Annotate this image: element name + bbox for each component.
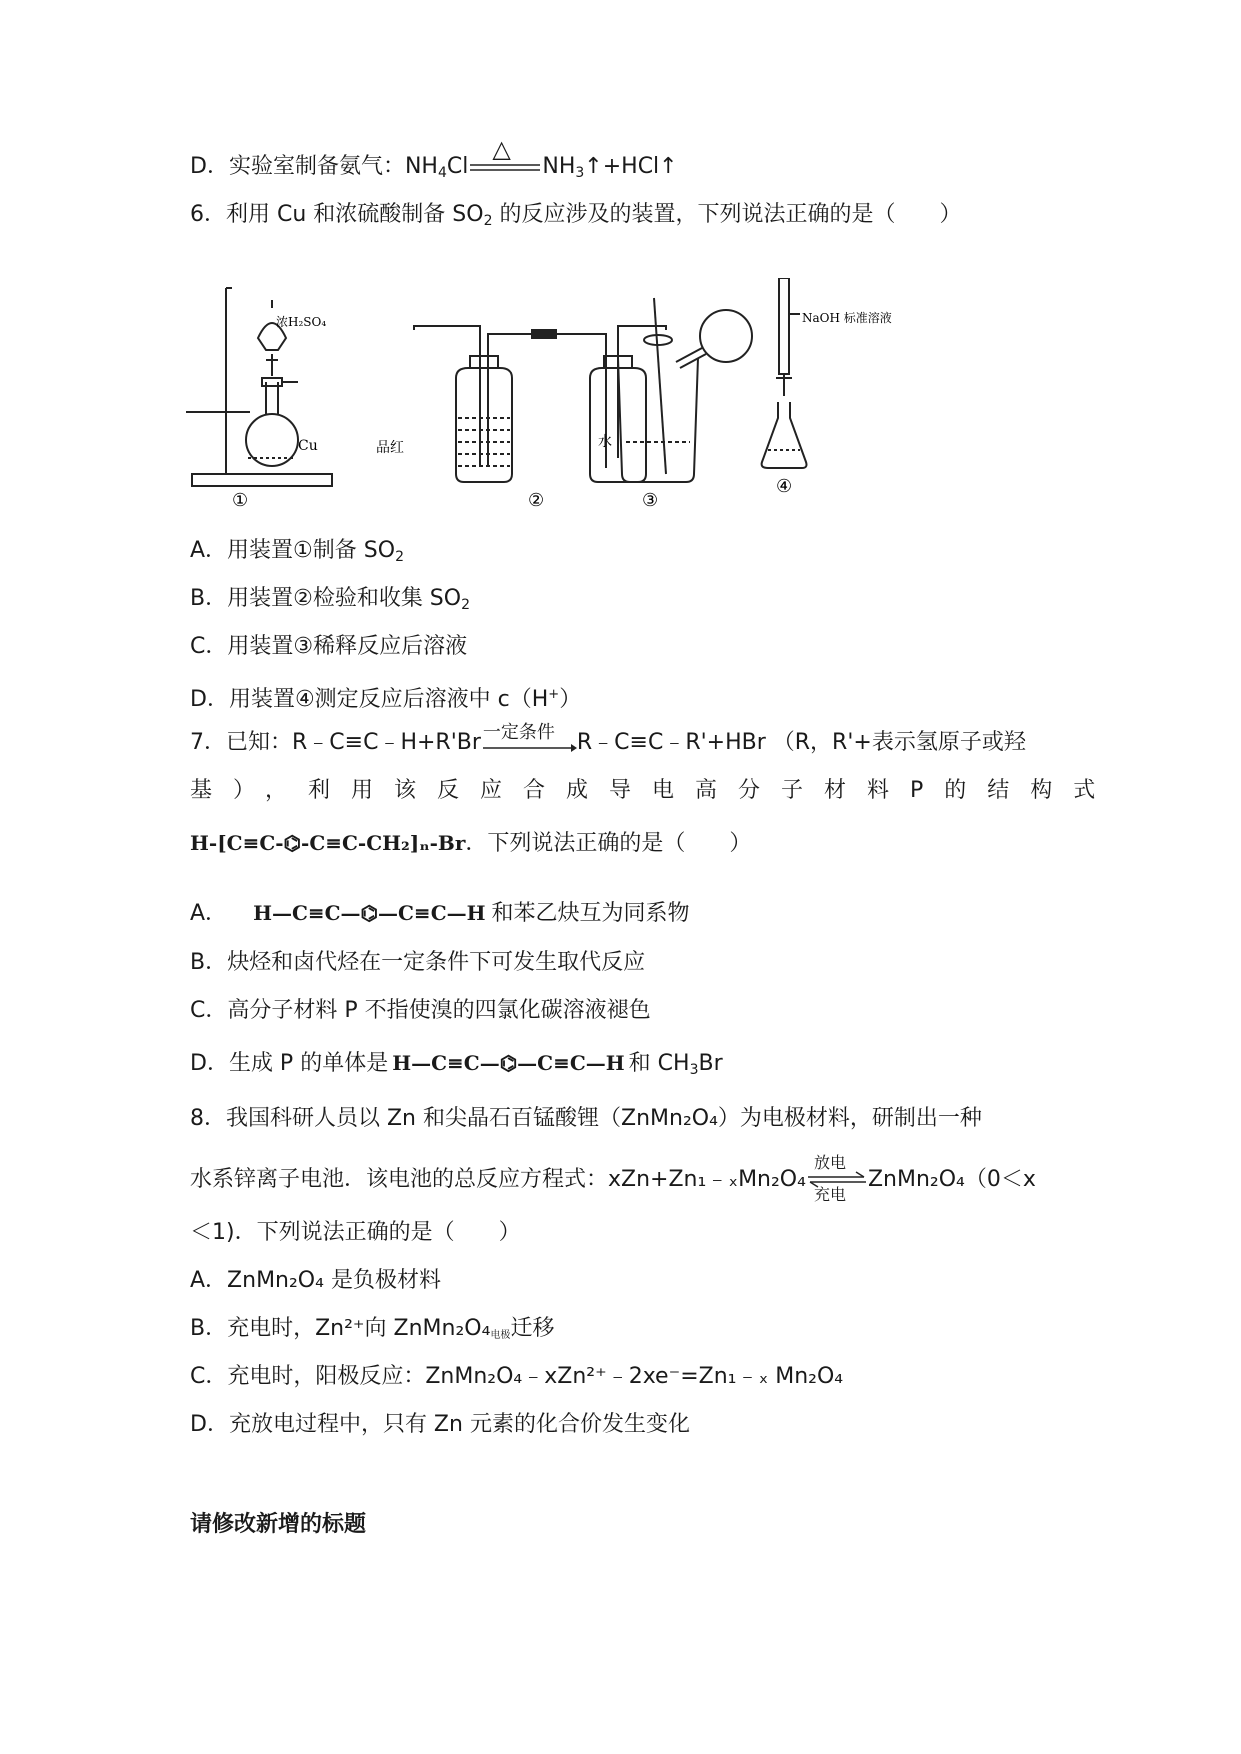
polymer-p-formula: H-[C≡C-⌬-C≡C-CH₂]ₙ-Br bbox=[190, 831, 466, 855]
q6-sub: 2 bbox=[483, 213, 493, 229]
q8-line-2 bbox=[190, 1153, 1036, 1204]
label-cu: Cu bbox=[298, 438, 318, 454]
q8-option-d: D．充放电过程中，只有 Zn 元素的化合价发生变化 bbox=[190, 1412, 690, 1437]
q6-stem-a: 6．利用 Cu 和浓硫酸制备 SO bbox=[190, 202, 484, 227]
q6-stem bbox=[190, 200, 962, 236]
q6-option-b-text: B．用装置②检验和收集 SO bbox=[190, 586, 462, 611]
q7-line-1-b: R﹣C≡C﹣R'+HBr （R，R'+表示氢原子或羟 bbox=[576, 730, 1026, 755]
heat-condition-arrow bbox=[468, 135, 542, 182]
q8-option-c: C．充电时，阳极反应：ZnMn₂O₄﹣xZn²⁺﹣2xe⁻=Zn₁﹣ₓ Mn₂O₄ bbox=[190, 1364, 844, 1389]
section-heading: 请修改新增的标题 bbox=[190, 1512, 367, 1537]
q8-option-b-a: B．充电时，Zn²⁺向 ZnMn₂O₄ bbox=[190, 1316, 491, 1341]
q7-option-a-text: 和苯乙炔互为同系物 bbox=[491, 901, 690, 926]
q6-option-d bbox=[190, 680, 581, 715]
q6-option-b-sub: 2 bbox=[461, 597, 471, 613]
condition-arrow bbox=[481, 722, 577, 758]
q7-option-d-sub: 3 bbox=[689, 1062, 699, 1078]
q8-option-a: A．ZnMn₂O₄ 是负极材料 bbox=[190, 1268, 441, 1293]
q6-option-d-a: D．用装置④测定反应后溶液中 c（H bbox=[190, 687, 549, 712]
q7-line-1-a: 7．已知：R﹣C≡C﹣H+R'Br bbox=[190, 730, 481, 755]
q8-line-1: 8．我国科研人员以 Zn 和尖晶石百锰酸锂（ZnMn₂O₄）为电极材料，研制出一种 bbox=[190, 1106, 982, 1131]
q8-option-b bbox=[190, 1314, 554, 1351]
q5d-rest: NH bbox=[542, 154, 576, 179]
q8-option-b-small: 电极 bbox=[490, 1330, 511, 1341]
q5d-mid: Cl bbox=[446, 154, 469, 179]
q6-option-a-sub: 2 bbox=[395, 549, 404, 565]
q8-line-2-a: 水系锌离子电池．该电池的总反应方程式：xZn+Zn₁﹣ₓMn₂O₄ bbox=[190, 1167, 806, 1192]
q5d-sub2: 3 bbox=[575, 165, 585, 181]
label-conc-h2so4: 浓H₂SO₄ bbox=[276, 315, 327, 329]
q7-option-d-c: Br bbox=[698, 1051, 723, 1076]
q6-stem-b: 的反应涉及的装置，下列说法正确的是（ ） bbox=[492, 202, 962, 227]
q7-option-a-formula: H—C≡C—⌬—C≡C—H bbox=[253, 901, 486, 925]
heat-symbol: △ bbox=[492, 135, 511, 163]
q6-option-d-sup: + bbox=[548, 687, 560, 702]
q6-option-c: C．用装置③稀释反应后溶液 bbox=[190, 634, 468, 659]
q5d-tail: ↑+HCl↑ bbox=[584, 154, 678, 179]
apparatus-number-3: ③ bbox=[642, 490, 659, 510]
apparatus-figure bbox=[186, 278, 996, 510]
q5d-prefix: D．实验室制备氨气：NH bbox=[190, 154, 438, 179]
q7-line-1 bbox=[190, 722, 1026, 758]
q7-line-2: 基），利用该反应合成导电高分子材料P的结构式 bbox=[190, 778, 1117, 803]
q7-option-c: C．高分子材料 P 不指使溴的四氯化碳溶液褪色 bbox=[190, 998, 651, 1023]
q6-option-d-b: ） bbox=[559, 687, 582, 712]
label-pinhong: 品红 bbox=[376, 440, 404, 456]
q7-option-d bbox=[190, 1048, 723, 1085]
q7-option-d-b: 和 CH bbox=[628, 1051, 690, 1076]
condition-label: 一定条件 bbox=[482, 722, 555, 743]
q7-option-a bbox=[190, 898, 690, 929]
q8-line-2-b: ZnMn₂O₄（0＜x bbox=[867, 1167, 1036, 1192]
q5d-sub: 4 bbox=[437, 165, 447, 181]
q7-option-a-label: A． bbox=[190, 901, 228, 926]
apparatus-number-4: ④ bbox=[776, 476, 793, 497]
q7-option-b: B．炔烃和卤代烃在一定条件下可发生取代反应 bbox=[190, 950, 646, 975]
apparatus-number-2: ② bbox=[528, 490, 545, 510]
q7-line-3-text: ．下列说法正确的是（ ） bbox=[465, 831, 752, 856]
q6-option-a-text: A．用装置①制备 SO bbox=[190, 538, 396, 563]
charge-label: 充电 bbox=[813, 1185, 846, 1204]
q5-option-d bbox=[190, 135, 678, 188]
q8-option-b-b: 迁移 bbox=[510, 1316, 555, 1341]
q6-option-b bbox=[190, 584, 470, 620]
q7-line-3 bbox=[190, 828, 751, 859]
label-water: 水 bbox=[598, 434, 612, 450]
apparatus-number-1: ① bbox=[232, 490, 249, 510]
q6-option-a bbox=[190, 536, 404, 572]
q8-line-3: ＜1)．下列说法正确的是（ ） bbox=[190, 1220, 521, 1245]
discharge-label: 放电 bbox=[813, 1153, 846, 1172]
label-naoh: NaOH 标准溶液 bbox=[802, 311, 892, 325]
q7-option-d-a: D．生成 P 的单体是 bbox=[190, 1051, 389, 1076]
q7-option-d-formula: H—C≡C—⌬—C≡C—H bbox=[392, 1051, 625, 1075]
reversible-arrow bbox=[806, 1153, 868, 1204]
